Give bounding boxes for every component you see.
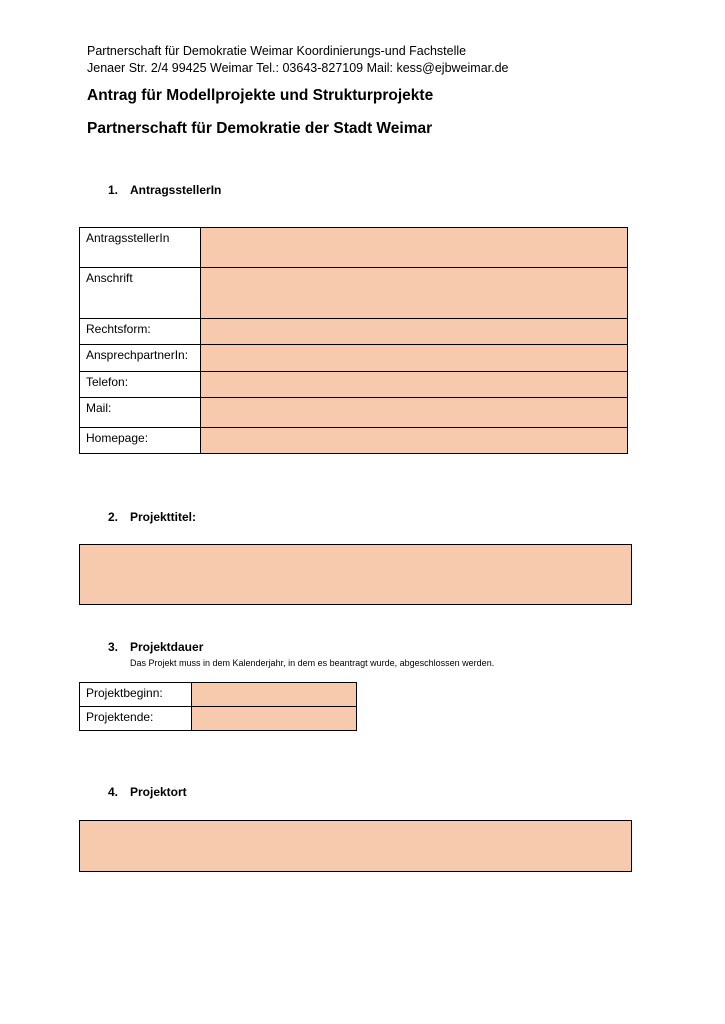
table-row [80,707,357,731]
table-row [80,268,628,319]
mail-field[interactable] [201,398,628,428]
section-3-number: 3. [108,640,119,654]
applicant-field[interactable] [201,228,628,268]
section-2-heading [108,510,196,524]
section-4-heading [108,785,187,799]
table-row [80,428,628,454]
table-row [80,683,357,707]
page-subtitle: Partnerschaft für Demokratie der Stadt Weimar [87,120,433,137]
legal-form-field[interactable] [201,319,628,345]
project-end-label: Projektende: [80,707,192,731]
section-1-title: AntragsstellerIn [130,183,222,197]
table-row [80,372,628,398]
applicant-label: AntragsstellerIn [80,228,201,268]
applicant-table [79,227,628,454]
project-location-field[interactable] [79,820,632,872]
section-2-title: Projekttitel: [130,510,197,524]
header-line-1: Partnerschaft für Demokratie Weimar Koordinierungs-und Fachstelle [87,44,467,58]
duration-table [79,682,357,731]
section-4-title: Projektort [130,785,187,799]
phone-field[interactable] [201,372,628,398]
section-3-title: Projektdauer [130,640,204,654]
section-3-note: Das Projekt muss in dem Kalenderjahr, in dem es beantragt wurde, abgeschlossen werden. [130,658,495,668]
legal-form-label: Rechtsform: [80,319,201,345]
contact-person-field[interactable] [201,345,628,372]
address-label: Anschrift [80,268,201,319]
project-start-field[interactable] [192,683,357,707]
project-start-label: Projektbeginn: [80,683,192,707]
homepage-field[interactable] [201,428,628,454]
page-title: Antrag für Modellprojekte und Strukturprojekte [87,87,434,104]
project-end-field[interactable] [192,707,357,731]
table-row [80,398,628,428]
contact-person-label: AnsprechpartnerIn: [80,345,201,372]
section-1-heading [108,183,221,197]
section-4-number: 4. [108,785,119,799]
homepage-label: Homepage: [80,428,201,454]
section-2-number: 2. [108,510,119,524]
section-3-heading [108,640,203,654]
section-1-number: 1. [108,183,119,197]
address-field[interactable] [201,268,628,319]
phone-label: Telefon: [80,372,201,398]
mail-label: Mail: [80,398,201,428]
project-title-field[interactable] [79,544,632,605]
table-row [80,345,628,372]
table-row [80,319,628,345]
table-row [80,228,628,268]
header-line-2: Jenaer Str. 2/4 99425 Weimar Tel.: 03643-827109 Mail: kess@ejbweimar.de [87,61,509,75]
